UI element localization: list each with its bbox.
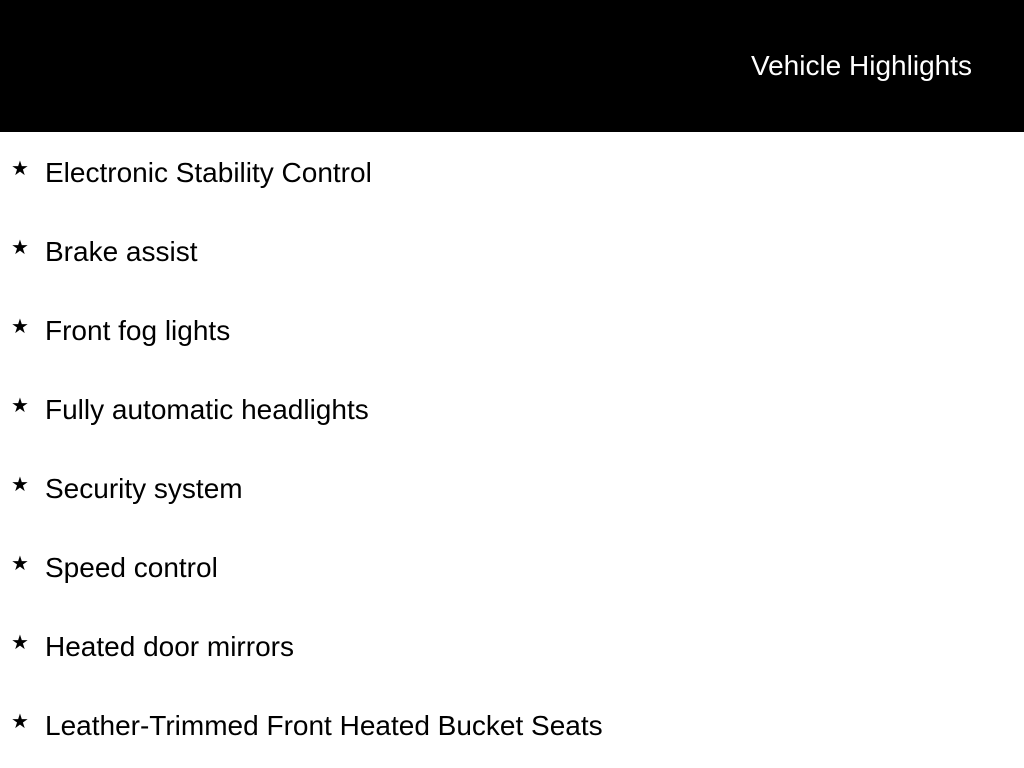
star-icon: ★	[11, 553, 29, 575]
header-bar	[0, 0, 1024, 132]
list-item	[0, 290, 1024, 369]
highlight-label: Heated door mirrors	[45, 631, 294, 662]
page-title: Vehicle Highlights	[750, 50, 972, 81]
highlight-label: Front fog lights	[45, 315, 231, 346]
highlight-label: Electronic Stability Control	[45, 157, 372, 188]
star-icon: ★	[11, 237, 29, 259]
highlights-list	[0, 132, 1024, 764]
highlight-label: Security system	[45, 473, 243, 504]
list-item	[0, 448, 1024, 527]
star-icon: ★	[11, 632, 29, 654]
highlight-label: Fully automatic headlights	[45, 394, 369, 425]
star-icon: ★	[11, 711, 29, 733]
list-item	[0, 606, 1024, 685]
highlight-label: Leather-Trimmed Front Heated Bucket Seats	[45, 710, 603, 741]
list-item	[0, 369, 1024, 448]
star-icon: ★	[11, 474, 29, 496]
list-item	[0, 132, 1024, 211]
star-icon: ★	[11, 316, 29, 338]
list-item	[0, 527, 1024, 606]
highlight-label: Brake assist	[45, 236, 198, 267]
list-item	[0, 211, 1024, 290]
star-icon: ★	[11, 395, 29, 417]
highlight-label: Speed control	[45, 552, 218, 583]
star-icon: ★	[11, 158, 29, 180]
list-item	[0, 685, 1024, 764]
